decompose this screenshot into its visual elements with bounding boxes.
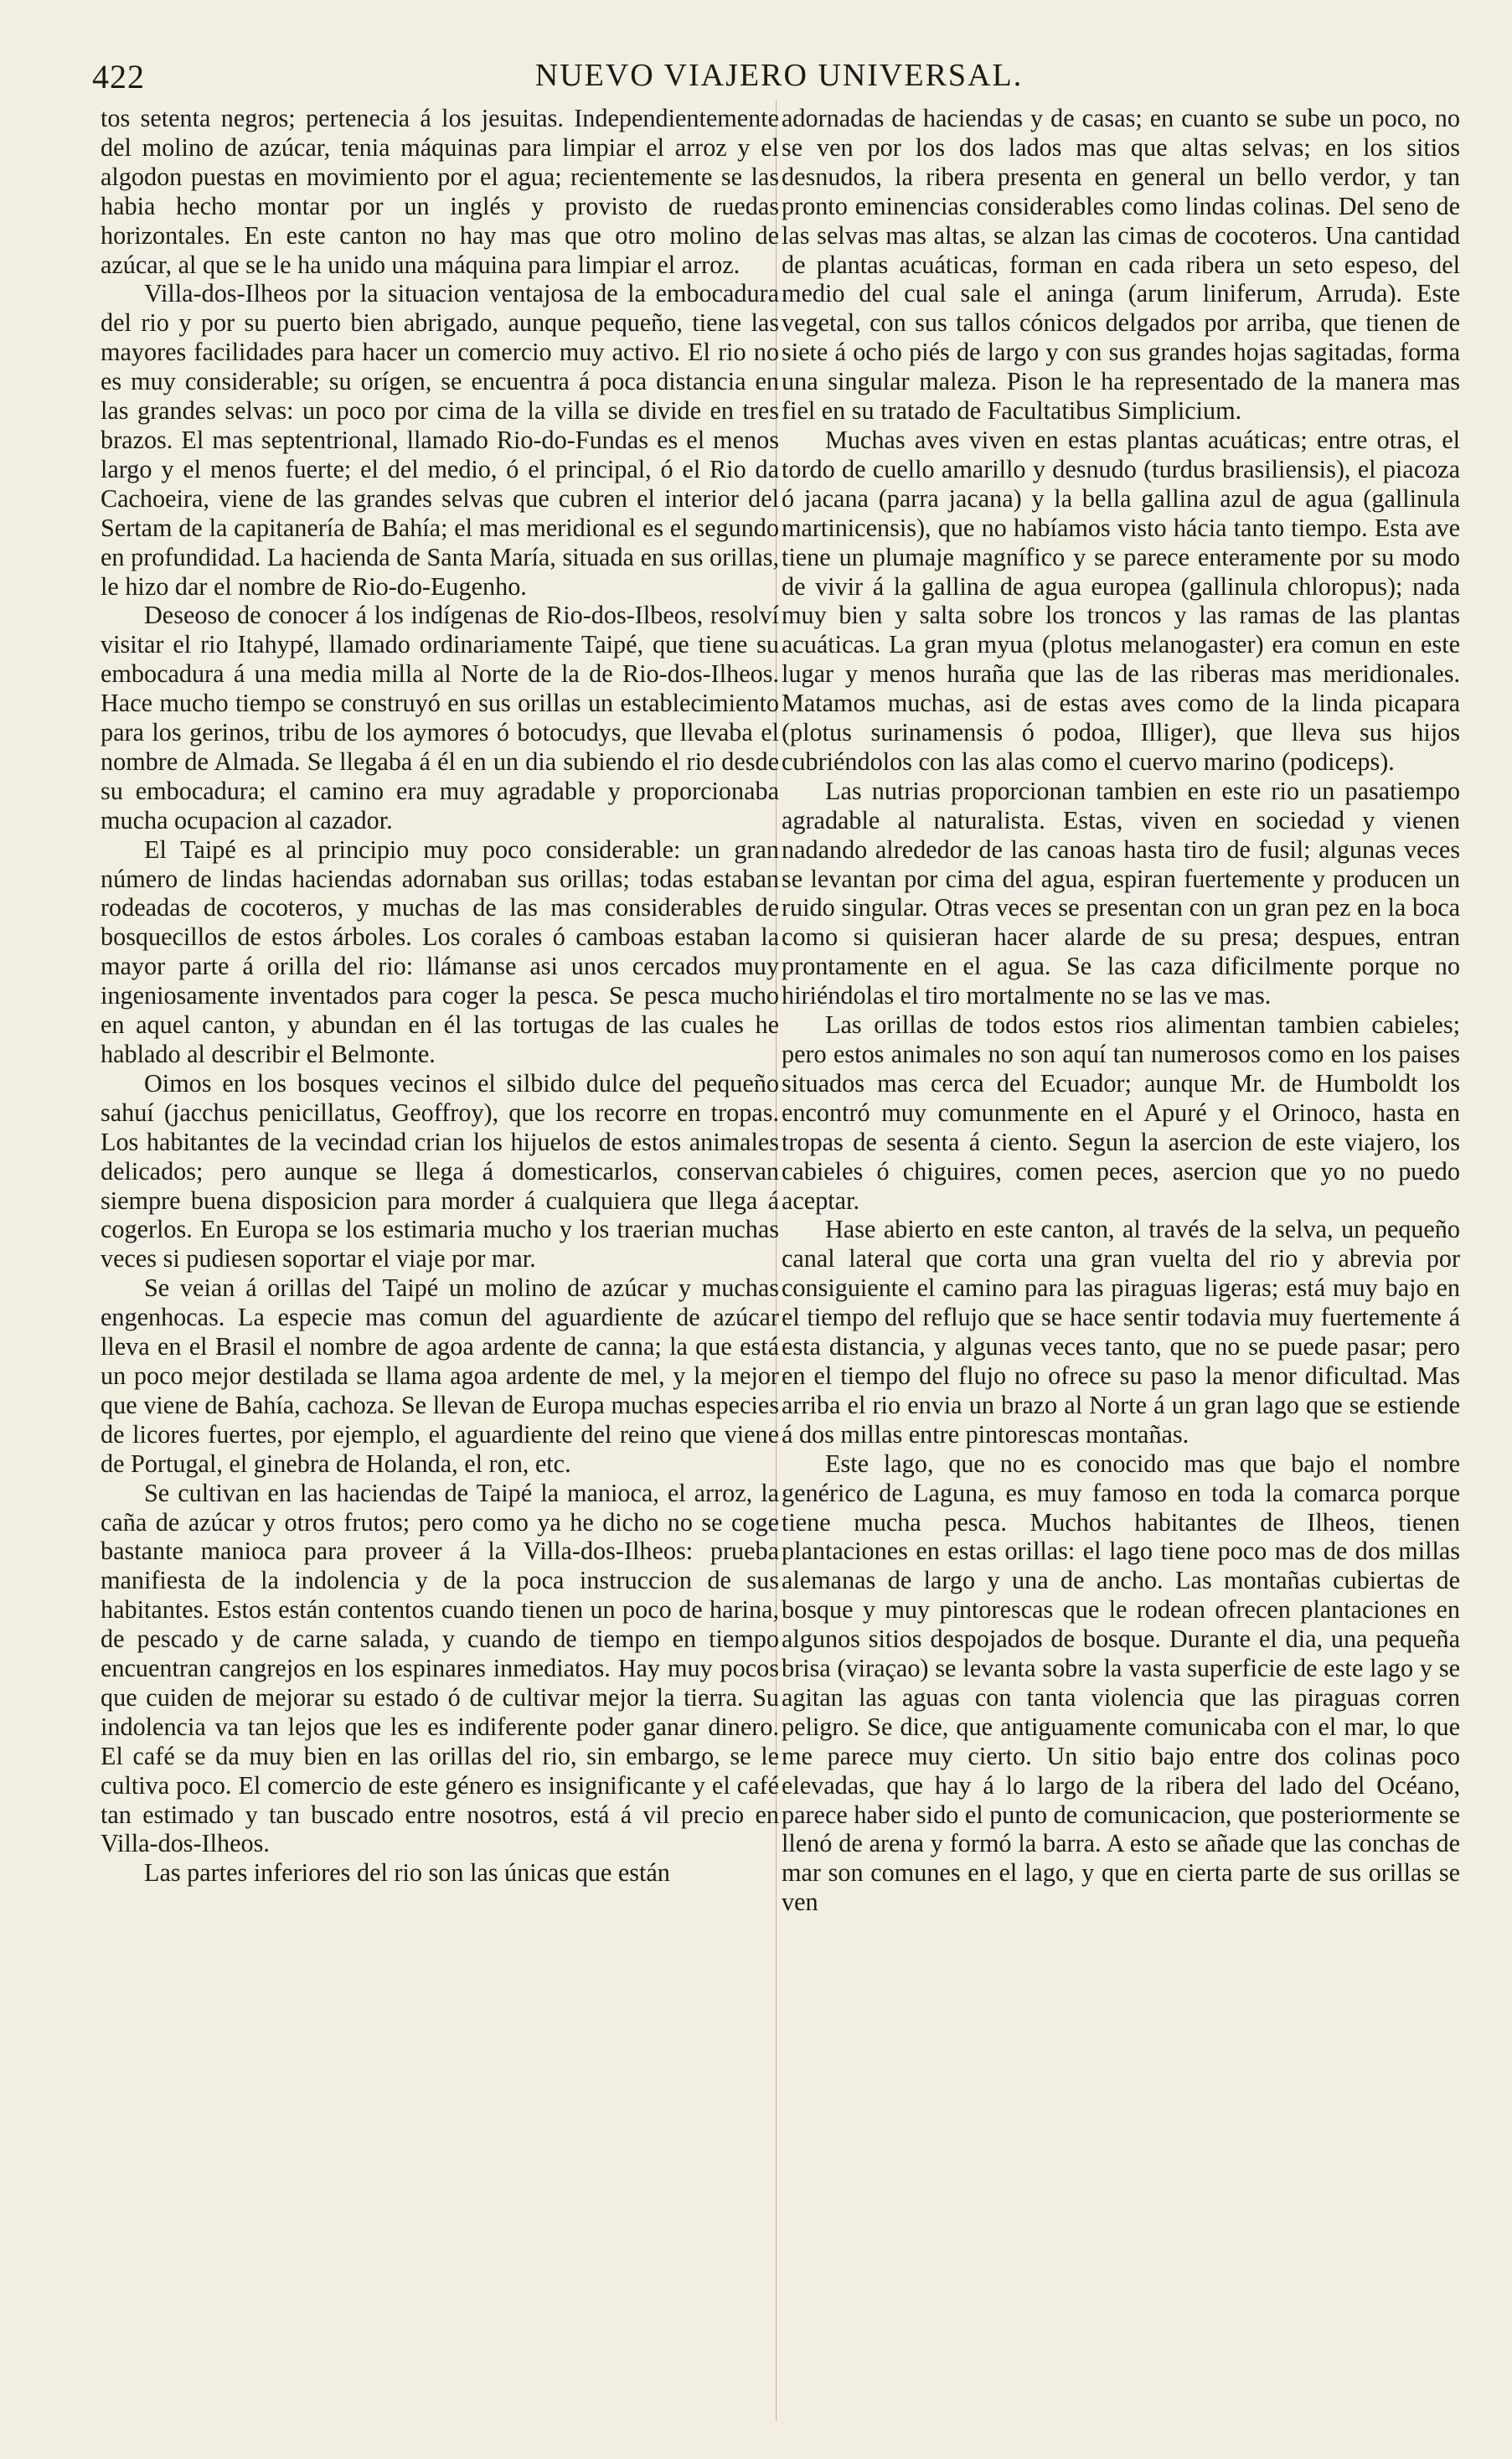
- paragraph: Este lago, que no es conocido mas que bajo el nombre genérico de Laguna, es muy famoso en toda la comarca porque tiene mucha pesca. Muchos habitantes de Ilheos, tienen plantaciones en estas orillas: el lago tiene poco mas de dos millas alemanas de largo y una de ancho. Las montañas cubiertas de bosque y muy pintorescas que le rodean ofrecen plantaciones en algunos sitios despojados de bosque. Durante el dia, una pequeña brisa (viraçao) se levanta sobre la vasta superficie de este lago y se agitan las aguas con tanta violencia que las piraguas corren peligro. Se dice, que antiguamente comunicaba con el mar, lo que me parece muy cierto. Un sitio bajo entre dos colinas poco elevadas, que hay á lo largo de la ribera del lado del Océano, parece haber sido el punto de comunicacion, que posteriormente se llenó de arena y formó la barra. A esto se añade que las conchas de mar son comunes en el lago, y que en cierta parte de sus orillas se ven: [782, 1449, 1460, 1917]
- paragraph: Las partes inferiores del rio son las únicas que están: [144, 1858, 670, 1888]
- paragraph: tos setenta negros; pertenecia á los jesuitas. Independientemente del molino de azúcar, tenia máquinas para limpiar el arroz y el algodon puestas en movimiento por el agua; recientemente se las habia hecho montar por un inglés y provisto de ruedas horizontales. En este canton no hay mas que otro molino de azúcar, al que se le ha unido una máquina para limpiar el arroz.: [101, 104, 779, 279]
- paragraph: Villa-dos-Ilheos por la situacion ventajosa de la embocadura del rio y por su puerto bien abrigado, aunque pequeño, tiene las mayores facilidades para hacer un comercio muy activo. El rio no es muy considerable; su orígen, se encuentra á poca distancia en las grandes selvas: un poco por cima de la villa se divide en tres brazos. El mas septentrional, llamado Rio-do-Fundas es el menos largo y el menos fuerte; el del medio, ó el principal, ó el Rio da Cachoeira, viene de las grandes selvas que cubren el interior del Sertam de la capitanería de Bahía; el mas meridional es el segundo en profundidad. La hacienda de Santa María, situada en sus orillas, le hizo dar el nombre de Rio-do-Eugenho.: [101, 279, 779, 601]
- paragraph: El Taipé es al principio muy poco considerable: un gran número de lindas haciendas adornaban sus orillas; todas estaban rodeadas de cocoteros, y muchas de las mas considerables de bosquecillos de estos árboles. Los corales ó camboas estaban la mayor parte á orilla del rio: llámanse asi unos cercados muy ingeniosamente inventados para coger la pesca. Se pesca mucho en aquel canton, y abundan en él las tortugas de las cuales he hablado al describir el Belmonte.: [101, 834, 779, 1068]
- right-column: [782, 104, 1460, 1917]
- paragraph: Las orillas de todos estos rios alimentan tambien cabieles; pero estos animales no son aquí tan numerosos como en los paises situados mas cerca del Ecuador; aunque Mr. de Humboldt los encontró muy comunmente en el Apuré y el Orinoco, hasta en tropas de sesenta á ciento. Segun la asercion de este viajero, los cabieles ó chiguires, comen peces, asercion que yo no puedo aceptar.: [782, 1010, 1460, 1215]
- page-number: 422: [92, 58, 145, 96]
- paragraph: adornadas de haciendas y de casas; en cuanto se sube un poco, no se ven por los dos lados mas que altas selvas; en los sitios desnudos, la ribera presenta en general un bello verdor, y tan pronto eminencias considerables como lindas colinas. Del seno de las selvas mas altas, se alzan las cimas de cocoteros. Una cantidad de plantas acuáticas, forman en cada ribera un seto espeso, del medio del cual sale el aninga (arum liniferum, Arruda). Este vegetal, con sus tallos cónicos delgados por arriba, que tienen de siete á ocho piés de largo y con sus grandes hojas sagitadas, forma una singular maleza. Pison le ha representado de la manera mas fiel en su tratado de Facultatibus Simplicium.: [782, 104, 1460, 426]
- page-header: [92, 57, 1466, 101]
- left-column: [101, 104, 779, 1888]
- paragraph: Muchas aves viven en estas plantas acuáticas; entre otras, el tordo de cuello amarillo y desnudo (turdus brasiliensis), el piacoza ó jacana (parra jacana) y la bella gallina azul de agua (gallinula martinicensis), que no habíamos visto hácia tanto tiempo. Esta ave tiene un plumaje magnífico y se parece enteramente por su modo de vivir á la gallina de agua europea (gallinula chloropus); nada muy bien y salta sobre los troncos y las ramas de las plantas acuáticas. La gran myua (plotus melanogaster) era comun en este lugar y menos huraña que las de las riberas mas meridionales. Matamos muchas, asi de estas aves como de la linda picapara (plotus surinamensis ó podoa, Illiger), que lleva sus hijos cubriéndolos con las alas como el cuervo marino (podiceps).: [782, 425, 1460, 776]
- running-title: NUEVO VIAJERO UNIVERSAL.: [534, 58, 1024, 93]
- paragraph: Oimos en los bosques vecinos el silbido dulce del pequeño sahuí (jacchus penicillatus, Geoffroy), que los recorre en tropas. Los habitantes de la vecindad crian los hijuelos de estos animales delicados; pero aunque se llega á domesticarlos, conservan siempre buena disposicion para morder á cualquiera que llega á cogerlos. En Europa se los estimaria mucho y los traerian muchas veces si pudiesen soportar el viaje por mar.: [101, 1068, 779, 1273]
- paragraph: Se cultivan en las haciendas de Taipé la manioca, el arroz, la caña de azúcar y otros frutos; pero como ya he dicho no se coge bastante manioca para proveer á la Villa-dos-Ilheos: prueba manifiesta de la indolencia y de la poca instruccion de sus habitantes. Estos están contentos cuando tienen un poco de harina, de pescado y de carne salada, y cuando de tiempo en tiempo encuentran cangrejos en los espinares inmediatos. Hay muy pocos que cuiden de mejorar su estado ó de cultivar mejor la tierra. Su indolencia va tan lejos que les es indiferente poder ganar dinero. El café se da muy bien en las orillas del rio, sin embargo, se le cultiva poco. El comercio de este género es insignificante y el café tan estimado y tan buscado entre nosotros, está á vil precio en Villa-dos-Ilheos.: [101, 1478, 779, 1858]
- paragraph: Se veian á orillas del Taipé un molino de azúcar y muchas engenhocas. La especie mas comun del aguardiente de azúcar lleva en el Brasil el nombre de agoa ardente de canna; la que está un poco mejor destilada se llama agoa ardente de mel, y la mejor que viene de Bahía, cachoza. Se llevan de Europa muchas especies de licores fuertes, por ejemplo, el aguardiente del reino que viene de Portugal, el ginebra de Holanda, el ron, etc.: [101, 1273, 779, 1478]
- paragraph: Las nutrias proporcionan tambien en este rio un pasatiempo agradable al naturalista. Estas, viven en sociedad y vienen nadando alrededor de las canoas hasta tiro de fusil; algunas veces se levantan por cima del agua, espiran fuertemente y producen un ruido singular. Otras veces se presentan con un gran pez en la boca como si quisieran hacer alarde de su presa; despues, entran prontamente en el agua. Se las caza dificilmente porque no hiriéndolas el tiro mortalmente no se las ve mas.: [782, 776, 1460, 1010]
- paragraph: Deseoso de conocer á los indígenas de Rio-dos-Ilbeos, resolví visitar el rio Itahypé, llamado ordinariamente Taipé, que tiene su embocadura á una media milla al Norte de la de Rio-dos-Ilheos. Hace mucho tiempo se construyó en sus orillas un establecimiento para los gerinos, tribu de los aymores ó botocudys, que llevaba el nombre de Almada. Se llegaba á él en un dia subiendo el rio desde su embocadura; el camino era muy agradable y proporcionaba mucha ocupacion al cazador.: [101, 601, 779, 834]
- paragraph: Hase abierto en este canton, al través de la selva, un pequeño canal lateral que corta una gran vuelta del rio y abrevia por consiguiente el camino para las piraguas ligeras; está muy bajo en el tiempo del reflujo que se hace sentir todavia muy fuertemente á esta distancia, y algunas veces tanto, que no se puede pasar; pero en el tiempo del flujo no ofrece su paso la menor dificultad. Mas arriba el rio envia un brazo al Norte á un gran lago que se estiende á dos millas entre pintorescas montañas.: [782, 1215, 1460, 1449]
